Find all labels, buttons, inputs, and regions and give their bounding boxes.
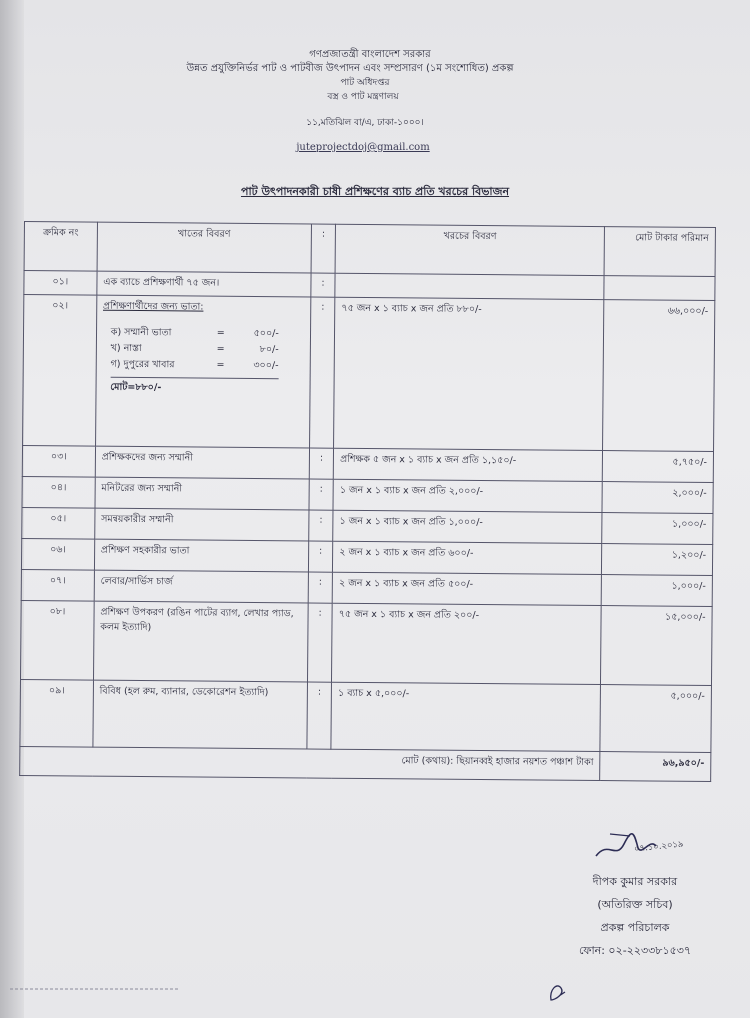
row-amount: ৫,৭৫০/- [602,451,713,483]
row-expense: ১ জন x ১ ব্যাচ x জন প্রতি ১,০০০/- [333,510,602,543]
header-item: খাতের বিবরণ [97,222,312,273]
header-expense: খরচের বিবরণ [335,224,604,275]
header-govt: গণপ্রজাতন্ত্রী বাংলাদেশ সরকার [309,49,431,60]
cost-breakdown-table [19,221,716,782]
row-expense: ৭৫ জন x ১ ব্যাচ x জন প্রতি ৮৮০/- [334,297,604,450]
allowance-value: ৩০০/- [253,360,279,372]
handwritten-mark [547,980,569,1004]
header-serial: ক্রমিক নং [24,222,97,272]
row-serial: ০৭। [21,569,94,601]
row-amount: ২,০০০/- [602,482,713,514]
total-amount: ৯৬,৯৫০/- [600,752,711,782]
allowance-value: ৮০/- [259,344,279,356]
header-project: উন্নত প্রযুক্তিনির্ভর পাট ও পাটবীজ উৎপাদন এবং সম্প্রসারণ (১ম সংশোধিত) প্রকল্প [186,63,514,74]
allowance-heading: প্রশিক্ষণার্থীদের জন্য ভাতা: [102,300,204,313]
row-item: সমন্বয়কারীর সম্মানী [95,508,309,541]
header-amount: মোট টাকার পরিমান [604,227,715,277]
total-in-words: মোট (কথায়): ছিয়ানব্বই হাজার নয়শত পঞ্চাশ টাকা [20,746,600,780]
table-total-row [20,746,711,781]
row-separator: : [309,448,334,479]
row-expense: ২ জন x ১ ব্যাচ x জন প্রতি ৫০০/- [332,572,601,605]
row-separator: : [309,510,334,541]
signatory-name: দীপক কুমার সরকার [592,875,678,888]
row-separator: : [307,682,332,749]
row-amount: ১,০০০/- [602,513,713,545]
row-separator: : [308,572,333,603]
table-row [20,600,712,685]
allowance-line: খ) নাস্তা = ৮০/- [111,341,279,358]
signature-block [540,870,730,962]
row-item: প্রশিক্ষকদের জন্য সম্মানী [95,446,309,479]
allowance-name: গ) দুপুরের খাবার [110,358,175,371]
allowance-line: ক) সম্মানী ভাতা = ৫০০/- [111,325,279,342]
row-item: বিবিধ (হল রুম, ব্যানার, ডেকোরেশন ইত্যাদি) [93,680,308,749]
row-expense: ২ জন x ১ ব্যাচ x জন প্রতি ৬০০/- [333,541,602,574]
row-separator: : [309,479,334,510]
row-expense [335,273,604,299]
header-email: juteprojectdoj@gmail.com [296,142,430,153]
row-item: প্রশিক্ষণ উপকরণ (রঙিন পাটের ব্যাগ, লেখার প্যাড, কলম ইত্যাদি) [93,601,308,682]
allowance-value: ৫০০/- [253,328,279,340]
row-item: মনিটরের জন্য সম্মানী [95,477,309,510]
row-expense: ১ ব্যাচ x ৫,০০০/- [331,682,601,751]
row-amount: ১,০০০/- [601,575,712,607]
allowance-list [102,325,304,398]
row-item-allowance [95,295,310,448]
allowance-name: ক) সম্মানী ভাতা [110,326,172,339]
row-serial: ০৩। [22,445,95,477]
row-serial: ০৯। [20,679,93,747]
header-separator: : [311,224,336,273]
table-row [20,679,712,752]
row-serial: ০৮। [20,600,93,680]
allowance-total: মোট = ৮৮০/- [110,377,278,397]
row-separator: : [311,273,335,297]
row-serial: ০৬। [21,538,94,570]
row-expense: প্রশিক্ষক ৫ জন x ১ ব্যাচ x জন প্রতি ১,১৫০/- [333,448,602,481]
row-separator: : [309,297,335,448]
row-serial: ০১। [24,271,97,296]
row-expense: ৭৫ জন x ১ ব্যাচ x জন প্রতি ২০০/- [332,603,602,684]
table-row [23,295,715,452]
row-serial: ০৫। [22,507,95,539]
row-amount: ১৫,০০০/- [601,606,712,686]
document-subject: পাট উৎপাদনকারী চাষী প্রশিক্ষণের ব্যাচ প্রতি খরচের বিভাজন [240,185,510,198]
row-item: প্রশিক্ষণ সহকারীর ভাতা [94,539,308,572]
allowance-name: খ) নাস্তা [110,342,142,355]
row-serial: ০২। [23,295,97,447]
header-ministry: বস্ত্র ও পাট মন্ত্রণালয় [327,92,399,102]
allowance-total-value: ৮৮০/- [135,381,162,394]
row-item: লেবার/সার্ভিস চার্জ [94,570,308,603]
allowance-total-label: মোট [110,381,128,393]
row-serial: ০৪। [22,476,95,508]
table-header-row [24,222,715,277]
row-amount [604,276,715,301]
row-separator: : [307,603,332,682]
signatory-phone: ফোন: ০২-২২৩৩৮১৫৩৭ [578,944,692,957]
row-amount: ৬৬,০০০/- [603,300,715,452]
header-department: পাট অধিদপ্তর [340,78,390,88]
row-amount: ৫,০০০/- [600,685,711,753]
signatory-designation: (অতিরিক্ত সচিব) [597,898,673,911]
row-separator: : [308,541,333,572]
row-expense: ১ জন x ১ ব্যাচ x জন প্রতি ২,০০০/- [333,479,602,512]
header-address: ১১,মতিঝিল বা/এ, ঢাকা-১০০০। [306,118,424,128]
signatory-role: প্রকল্প পরিচালক [600,921,670,934]
footer-scan-text [10,986,180,992]
allowance-line: গ) দুপুরের খাবার = ৩০০/- [110,357,278,374]
signature-date: ০৭.১০.২০১৯ [633,839,684,855]
row-amount: ১,২০০/- [602,544,713,576]
row-item: এক ব্যাচে প্রশিক্ষণার্থী ৭৫ জন। [97,271,311,297]
